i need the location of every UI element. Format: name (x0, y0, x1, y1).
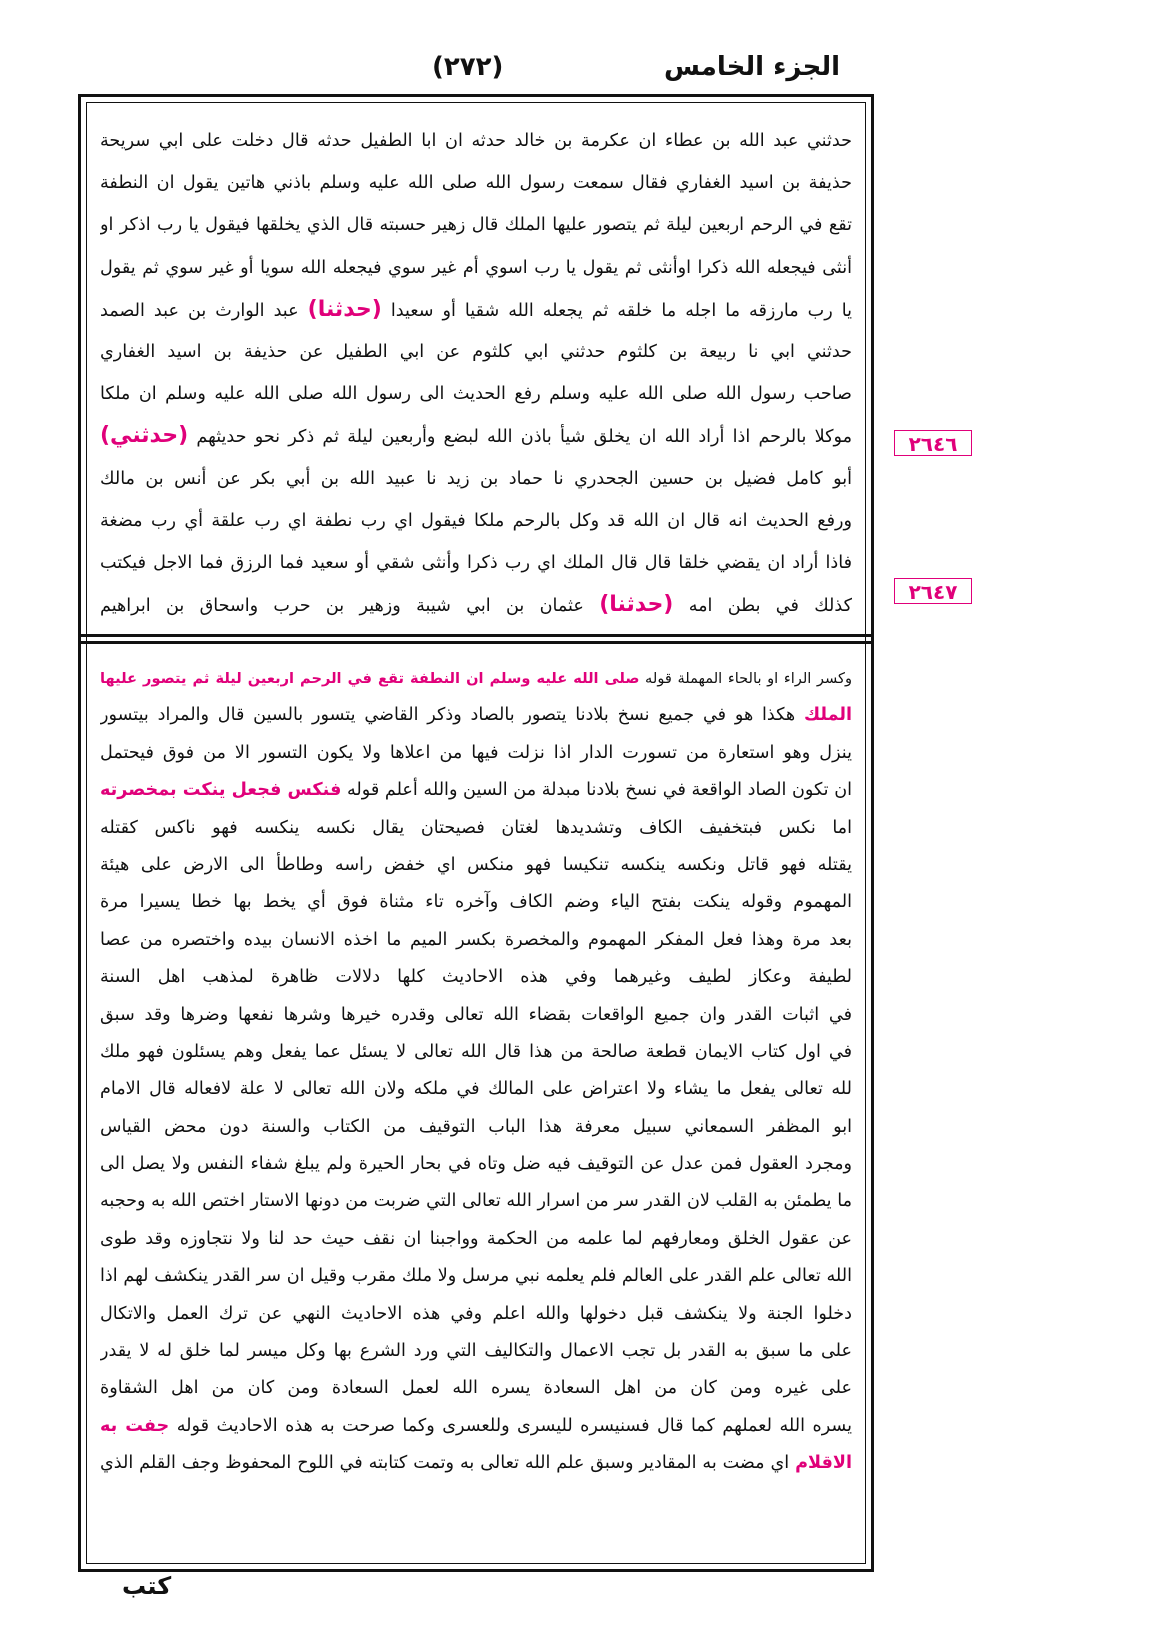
section-divider (78, 634, 874, 644)
text-line (100, 735, 852, 772)
text-line (100, 1146, 852, 1183)
text-line (100, 584, 852, 626)
text-run: في اول كتاب الايمان قطعة صالحة من هذا قال الله تعالى لا يسئل عما يفعل وهم يسئلون فهو ملك (100, 1041, 852, 1062)
text-run: وكسر الراء او بالحاء المهملة قوله (639, 670, 852, 687)
text-run: عبد الوارث بن عبد الصمد (100, 300, 308, 321)
text-run: ومجرد العقول فمن عدل عن التوقيف فيه ضل وتاه في بحار الحيرة ولم يبلغ شفاء النفس ولا يصل الى (100, 1154, 852, 1175)
text-line (100, 997, 852, 1034)
text-run: موكلا بالرحم اذا أراد الله ان يخلق شيأ باذن الله لبضع وأربعين ليلة ثم ذكر نحو حديثهم (188, 427, 852, 448)
text-line (100, 1221, 852, 1258)
text-line (100, 959, 852, 996)
text-line (100, 120, 852, 162)
text-line (100, 458, 852, 500)
text-run: هكذا هو في جميع نسخ بلادنا يتصور بالصاد وذكر القاضي يتسور بالسين قال والمراد بيتسور (100, 705, 804, 726)
text-run: ورفع الحديث انه قال ان الله قد وكل بالرحم ملكا فيقول اي رب نطفة اي رب علقة أي رب مضغة (100, 510, 852, 531)
highlighted-quote: فنكس فجعل ينكت بمخصرته (100, 780, 342, 801)
text-run: ان تكون الصاد الواقعة في نسخ بلادنا مبدلة من السين والله أعلم قوله (341, 780, 852, 801)
text-line (100, 1408, 852, 1445)
text-line (100, 247, 852, 289)
haddathana-marker: (حدثنا) (307, 296, 382, 322)
text-line (100, 922, 852, 959)
text-run: عثمان بن ابي شيبة وزهير بن حرب واسحاق بن ابراهيم (100, 596, 600, 617)
text-line (100, 1258, 852, 1295)
highlighted-quote: الاقلام (795, 1453, 852, 1474)
highlighted-quote: صلى الله عليه وسلم ان النطفة تقع في الرحم اربعين ليلة ثم يتصور عليها (100, 670, 640, 687)
text-line (100, 810, 852, 847)
text-line (100, 500, 852, 542)
text-run: اما نكس فبتخفيف الكاف وتشديدها لغتان فصيحتان يقال نكسه ينكسه فهو ناكس كقتله (100, 817, 852, 838)
text-run: صاحب رسول الله صلى الله عليه وسلم رفع الحديث الى رسول الله صلى الله عليه وسلم ان ملكا (100, 384, 852, 405)
text-run: يسره الله لعملهم كما قال فسنيسره لليسرى وللعسرى وكما صرحت به هذه الاحاديث قوله (169, 1415, 852, 1436)
haddathana-marker: (حدثنا) (599, 592, 674, 618)
text-line (100, 331, 852, 373)
text-run: المهموم وقوله ينكت بفتح الياء وضم الكاف وآخره تاء مثناة فوق أي يخط بها خطا يسيرا مرة (100, 892, 852, 913)
text-run: بعد مرة وهذا فعل المفكر المهموم والمخصرة بكسر الميم ما اخذه الانسان بيده واختصره من عصا (100, 929, 852, 950)
text-line (100, 884, 852, 921)
highlighted-quote: الملك (804, 705, 852, 726)
text-run: دخلوا الجنة ولا ينكشف قبل دخولها والله اعلم وفي هذه الاحاديث النهي عن ترك العمل والاتكال (100, 1303, 852, 1324)
text-run: على غيره ومن كان من اهل السعادة يسره الله لعمل السعادة ومن كان من اهل الشقاوة (100, 1378, 852, 1399)
text-line (100, 697, 852, 734)
hadith-number-badge: ٢٦٤٧ (894, 578, 972, 604)
text-line (100, 415, 852, 457)
text-line (100, 204, 852, 246)
text-run: على ما سبق به القدر بل تجب الاعمال والتكاليف التي ورد الشرع بها وكل ميسر لما خلق له لا يقدر (100, 1341, 852, 1362)
text-line (100, 542, 852, 584)
text-line (100, 1370, 852, 1407)
text-line (100, 1296, 852, 1333)
text-run: لطيفة وعكاز لطيف وغيرهما وفي هذه الاحاديث كلها دلالات ظاهرة لمذهب اهل السنة (100, 967, 852, 988)
text-line (100, 1333, 852, 1370)
text-run: كذلك في بطن امه (673, 596, 852, 617)
text-run: أبو كامل فضيل بن حسين الجحدري نا حماد بن زيد نا عبيد الله بن أبي بكر عن أنس بن مالك (100, 468, 852, 489)
text-run: اي مضت به المقادير وسبق علم الله تعالى به وتمت كتابته في اللوح المحفوظ وجف القلم الذي (100, 1453, 796, 1474)
text-run: حدثني عبد الله بن عطاء ان عكرمة بن خالد حدثه ان ابا الطفيل حدثه قال دخلت على ابي سريحة (100, 131, 852, 151)
text-run: تقع في الرحم اربعين ليلة ثم يتصور عليها الملك قال زهير حسبته قال الذي يخلقها فيقول يا رب اذكر او (100, 215, 852, 236)
text-run: أنثى فيجعله الله ذكرا اوأنثى ثم يقول يا رب اسوي أم غير سوي فيجعله الله سويا أو غير سوي ثم يقول (100, 257, 852, 278)
catchword: كتب (122, 1572, 172, 1600)
text-line (100, 162, 852, 204)
highlighted-quote: جفت به (100, 1415, 170, 1436)
text-line (100, 1183, 852, 1220)
text-line (100, 1109, 852, 1146)
text-line (100, 1071, 852, 1108)
text-run: في اثبات القدر وان جميع الواقعات بقضاء الله تعالى وقدره خيرها وشرها نفعها وضرها وقد سبق (100, 1004, 852, 1025)
haddathana-marker: (حدثني) (100, 423, 189, 449)
text-run: لله تعالى يفعل ما يشاء ولا اعتراض على المالك في ملكه ولان الله تعالى لا علة لافعاله قال الامام (100, 1079, 852, 1100)
running-header-part: الجزء الخامس (664, 52, 840, 82)
text-line (100, 289, 852, 331)
text-line (100, 772, 852, 809)
text-line (100, 1445, 852, 1482)
text-run: ما يطمئن به القلب لان القدر سر من اسرار الله تعالى التي ضربت من دونها الاستار اختص الله به وحجبه (100, 1191, 852, 1212)
commentary-text-block (100, 660, 852, 1556)
text-line (100, 847, 852, 884)
text-line (100, 660, 852, 697)
text-run: فاذا أراد ان يقضي خلقا قال قال الملك اي رب ذكرا وأنثى شقي أو سعيد فما الرزق فما الاجل فيكتب (100, 552, 852, 573)
text-run: حذيفة بن اسيد الغفاري فقال سمعت رسول الله صلى الله عليه وسلم باذني هاتين يقول ان النطفة (100, 173, 852, 194)
text-run: حدثني ابي نا ربيعة بن كلثوم حدثني ابي كلثوم عن ابي الطفيل عن حذيفة بن اسيد الغفاري (100, 341, 852, 362)
page-number: (٢٧٢) (432, 52, 504, 82)
text-run: يقتله فهو قاتل ونكسه ينكسه تنكيسا فهو منكس اي خفض راسه وطاطأ الى الارض على هيئة (100, 854, 852, 875)
text-run: ابو المظفر السمعاني سبيل معرفة هذا الباب التوقيف من الكتاب والسنة دون محض القياس (100, 1116, 852, 1137)
hadith-number-badge: ٢٦٤٦ (894, 430, 972, 456)
text-run: ينزل وهو استعارة من تسورت الدار اذا نزلت فيها من اعلاها ولا يكون التسور الا من فوق فيحتمل (100, 742, 852, 763)
text-run: الله تعالى علم القدر على العالم فلم يعلمه نبي مرسل ولا ملك مقرب وقيل ان سر القدر ينكشف لهم اذا (100, 1266, 852, 1287)
text-run: يا رب مارزقه ما اجله ما خلقه ثم يجعله الله شقيا أو سعيدا (381, 300, 852, 321)
text-line (100, 1034, 852, 1071)
text-line (100, 373, 852, 415)
text-run: عن عقول الخلق ومعارفهم لما علمه من الحكمة وواجبنا ان نقف حيث حد لنا ولا نتجاوزه وقد طوى (100, 1228, 852, 1249)
hadith-text-block (100, 120, 852, 625)
